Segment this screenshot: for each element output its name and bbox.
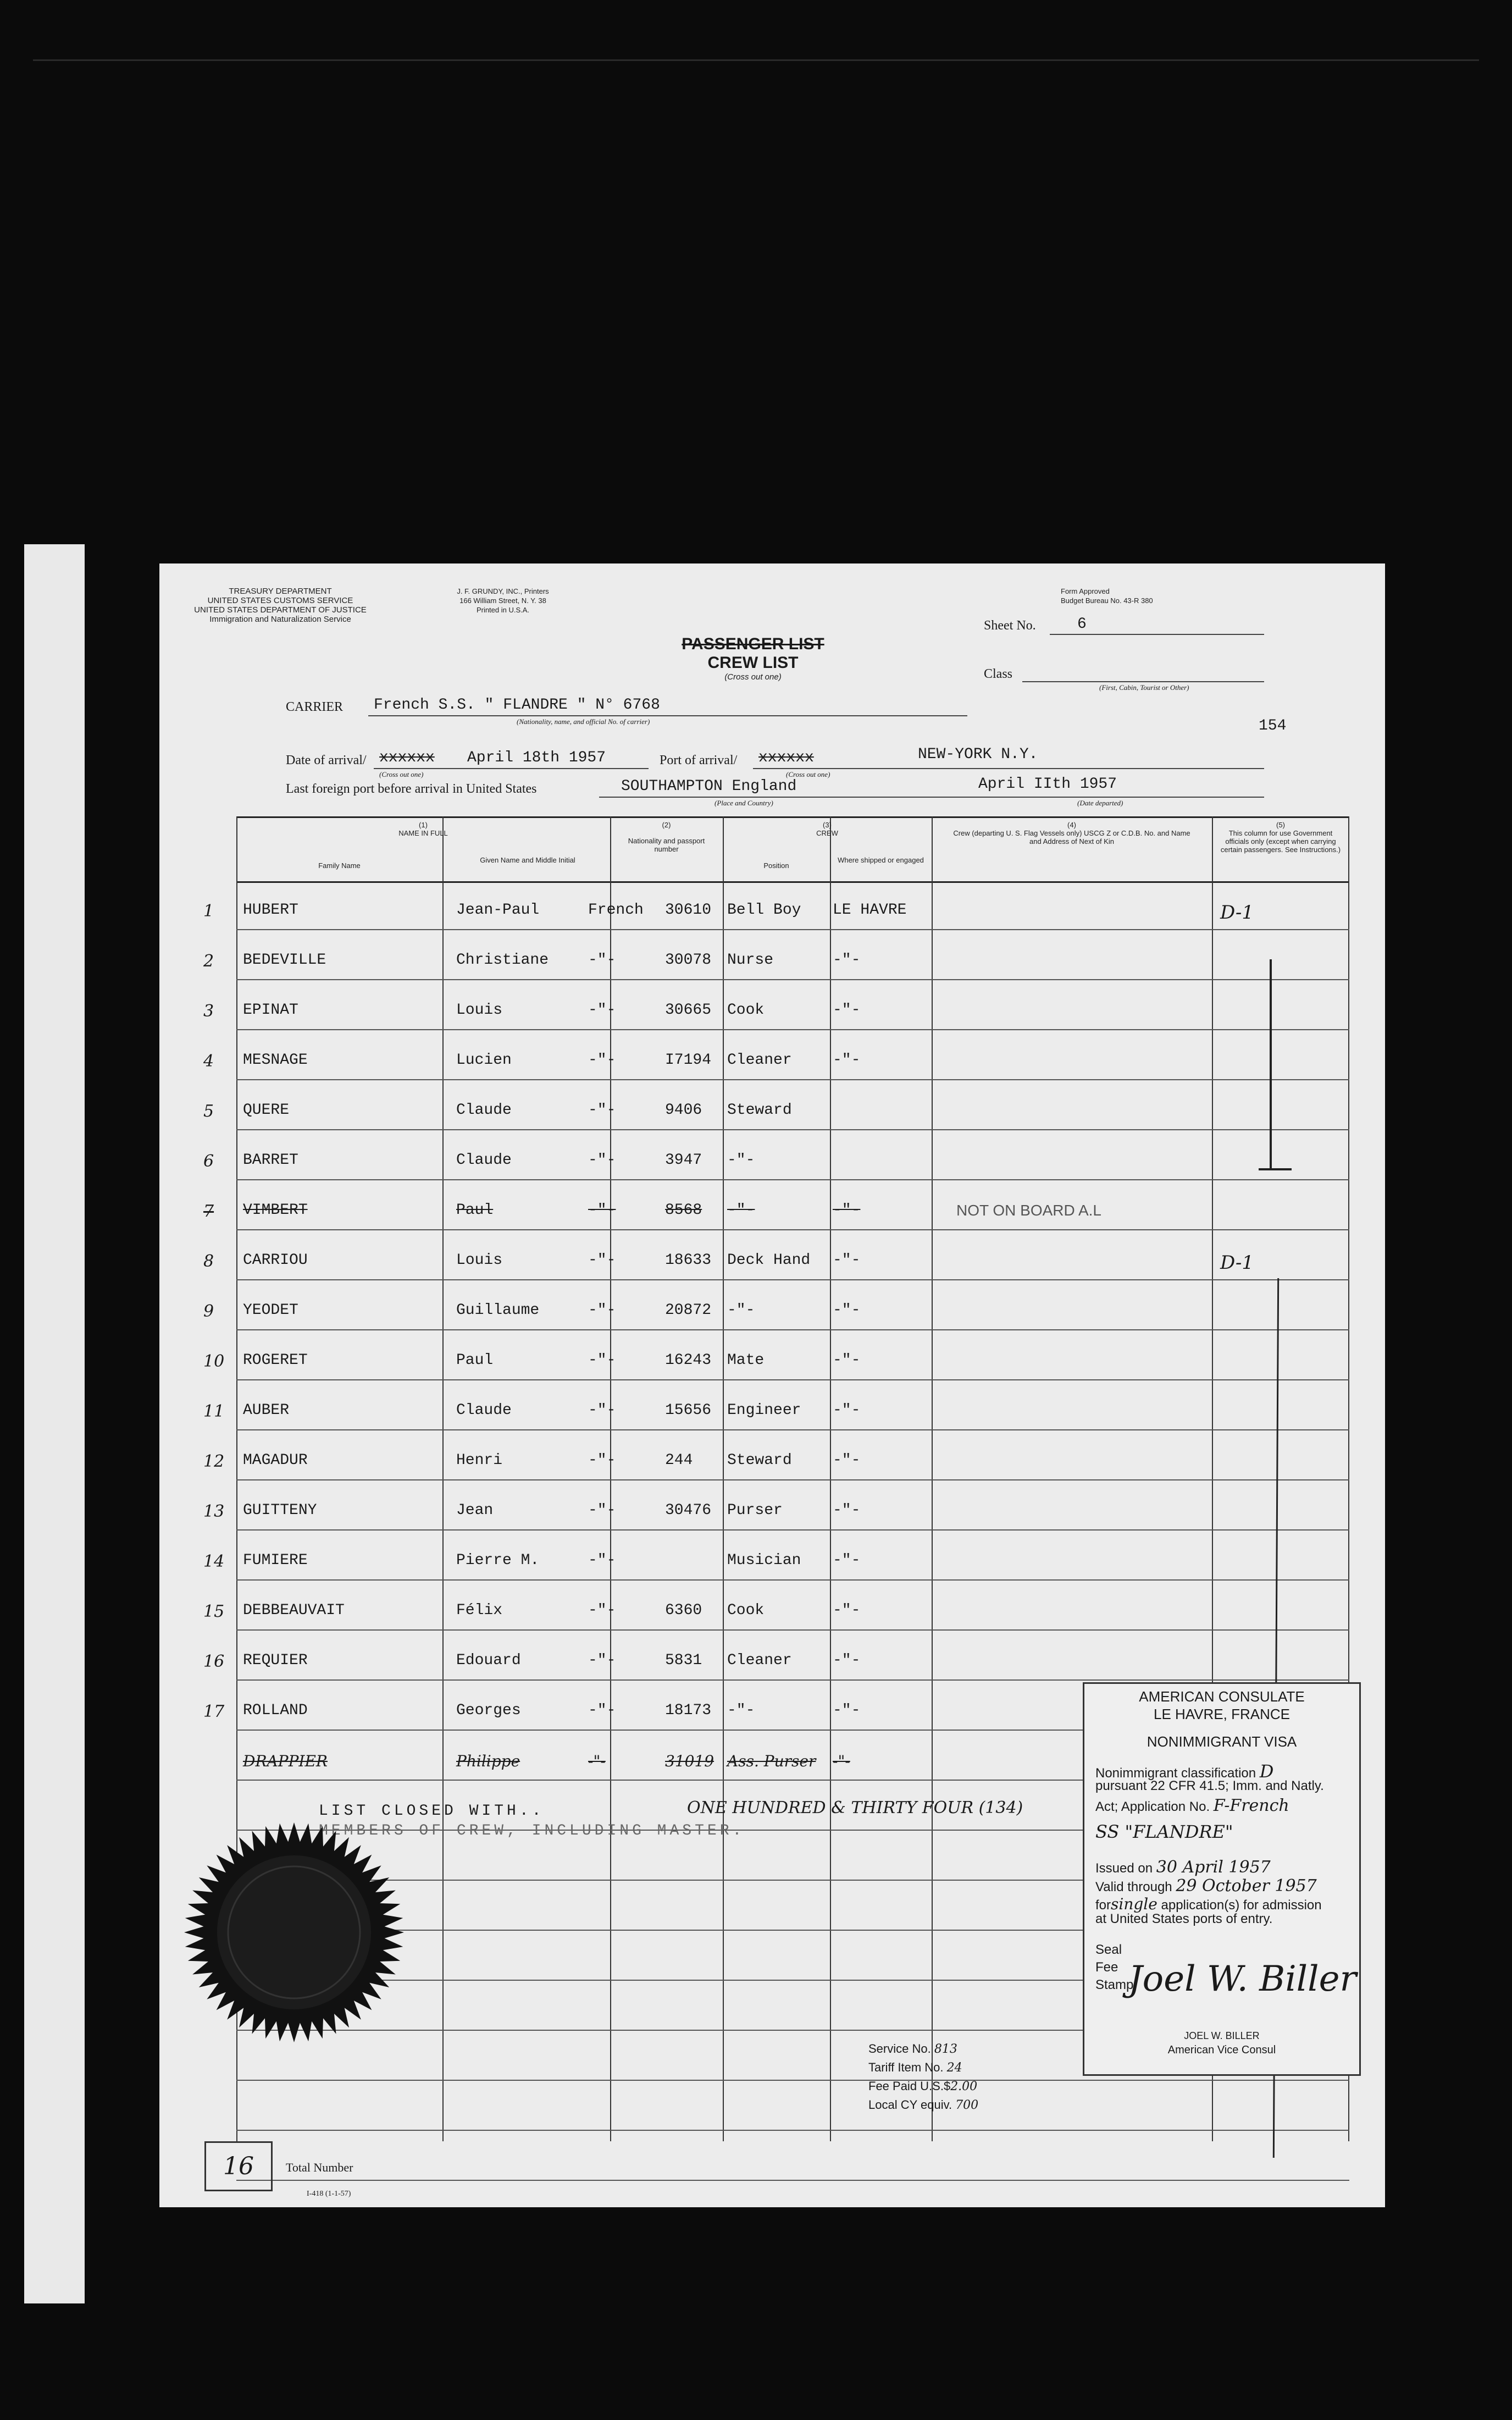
- given-name: Félix: [456, 1602, 503, 1619]
- row-rule: [236, 1179, 1349, 1180]
- position: Steward: [727, 1452, 792, 1469]
- last-port-label: Last foreign port before arrival in United States: [286, 782, 537, 796]
- nationality: -"-: [588, 1602, 616, 1619]
- shipped-at: -"-: [833, 1002, 861, 1019]
- shipped-at: -"-: [833, 1652, 861, 1669]
- crew-list-title: CREW LIST: [707, 654, 799, 672]
- row-rule: [236, 1679, 1349, 1681]
- valid-line: [1095, 1876, 1359, 1896]
- closing-handwritten-count: ONE HUNDRED & THIRTY FOUR (134): [687, 1798, 1023, 1817]
- position: Ass. Purser: [727, 1752, 816, 1770]
- given-name-header: Given Name and Middle Initial: [480, 856, 575, 864]
- family-name: YEODET: [243, 1302, 298, 1319]
- row-number: 12: [203, 1452, 225, 1471]
- dept-line: Immigration and Naturalization Service: [209, 615, 351, 624]
- passport-number: 30078: [665, 952, 712, 969]
- nationality-header: Nationality and passport number: [628, 837, 705, 853]
- given-name: Paul: [456, 1202, 494, 1219]
- nationality: -"-: [588, 1302, 616, 1319]
- shipped-at: -"-: [833, 1352, 861, 1369]
- seal-label: Seal: [1095, 1942, 1122, 1957]
- date-of-arrival-label: Date of arrival/: [286, 753, 367, 767]
- city-line: LE HAVRE, FRANCE: [1153, 1706, 1290, 1722]
- family-name: BARRET: [243, 1152, 298, 1169]
- consul-signature: Joel W. Biller: [1128, 1959, 1357, 1999]
- pursuant-line: pursuant 22 CFR 41.5; Imm. and Natly.: [1095, 1778, 1324, 1793]
- date-underline: [374, 768, 649, 769]
- table-header-rule: [236, 881, 1349, 883]
- service-value: 813: [934, 2042, 957, 2056]
- given-name: Jean: [456, 1502, 494, 1519]
- family-name: MESNAGE: [243, 1052, 308, 1069]
- sheet-underline: [1050, 634, 1264, 635]
- family-name: CARRIOU: [243, 1252, 308, 1269]
- row-rule: [236, 1379, 1349, 1380]
- passport-number: 30476: [665, 1502, 712, 1519]
- row-rule: [236, 2130, 1349, 2131]
- fee-value: 2.00: [950, 2080, 978, 2093]
- family-name: REQUIER: [243, 1652, 308, 1669]
- last-port-caption: (Place and Country): [715, 799, 773, 807]
- ports-line: at United States ports of entry.: [1095, 1911, 1273, 1926]
- position: -"-: [727, 1152, 755, 1169]
- class-caption: (First, Cabin, Tourist or Other): [1099, 683, 1189, 692]
- col-divider: [830, 816, 831, 2141]
- row-number: 10: [203, 1352, 225, 1371]
- class-label: Class: [984, 667, 1013, 681]
- application-line: [1095, 1796, 1359, 1815]
- carrier-caption: (Nationality, name, and official No. of carrier): [517, 717, 650, 726]
- issued-value: 30 April 1957: [1156, 1858, 1271, 1877]
- position: -"-: [727, 1702, 755, 1719]
- shipped-at: -"-: [833, 1502, 861, 1519]
- row-number: 2: [203, 952, 214, 971]
- family-name: ROLLAND: [243, 1702, 308, 1719]
- given-name: Jean-Paul: [456, 902, 540, 919]
- row-rule: [236, 2180, 1349, 2181]
- local-label: Local CY equiv.: [868, 2098, 952, 2112]
- shipped-at: -"-: [833, 1252, 861, 1269]
- shipped-at: -"-: [833, 1302, 861, 1319]
- position: Nurse: [727, 952, 774, 969]
- family-name: DEBBEAUVAIT: [243, 1602, 345, 1619]
- row-number: 9: [203, 1302, 214, 1321]
- col1-header: [236, 821, 610, 837]
- row-rule: [236, 929, 1349, 930]
- row-number: 16: [203, 1652, 225, 1671]
- given-name: Lucien: [456, 1052, 512, 1069]
- col2-number: (2): [662, 821, 671, 829]
- service-line: [868, 2040, 1088, 2058]
- position: Engineer: [727, 1402, 801, 1419]
- passport-number: 6360: [665, 1602, 702, 1619]
- for-label: for: [1095, 1898, 1111, 1913]
- application-value: F-French: [1213, 1796, 1289, 1815]
- d1-bracket-foot: [1259, 1168, 1292, 1170]
- col4-title: Crew (departing U. S. Flag Vessels only) USCG Z or C.D.B. No. and Name and Address of Next of Kin: [953, 829, 1190, 846]
- row-rule: [236, 1079, 1349, 1080]
- application-count-text: application(s) for admission: [1161, 1898, 1322, 1913]
- film-edge-line: [33, 59, 1479, 61]
- col5-header: [1217, 821, 1344, 854]
- family-name-header: Family Name: [318, 861, 361, 870]
- col3-header: [723, 821, 932, 837]
- date-departed-caption: (Date departed): [1077, 799, 1123, 807]
- shipped-at: -"-: [833, 1602, 861, 1619]
- row-rule: [236, 2080, 1349, 2081]
- row-number: 1: [203, 902, 214, 921]
- carrier-underline: [368, 715, 967, 716]
- row-number: 4: [203, 1052, 214, 1071]
- row-number: 15: [203, 1602, 225, 1621]
- col5-number: (5): [1276, 821, 1285, 829]
- col-divider: [932, 816, 933, 2141]
- position: Deck Hand: [727, 1252, 811, 1269]
- nationality: -"-: [588, 1502, 616, 1519]
- valid-value: 29 October 1957: [1176, 1876, 1317, 1896]
- visa-type-line: NONIMMIGRANT VISA: [1147, 1733, 1297, 1750]
- form-approval: [1061, 587, 1226, 605]
- closing-typed-line1: LIST CLOSED WITH..: [319, 1803, 545, 1820]
- total-number-box: [204, 2141, 273, 2191]
- remarks: D-1: [1220, 902, 1254, 924]
- position: Cook: [727, 1602, 765, 1619]
- col4-number: (4): [1067, 821, 1076, 829]
- row-rule: [236, 1029, 1349, 1030]
- family-name: FUMIERE: [243, 1552, 308, 1569]
- row-rule: [236, 1579, 1349, 1581]
- fee-line: [868, 2077, 1088, 2096]
- total-number-label: Total Number: [286, 2161, 353, 2174]
- passport-number: 20872: [665, 1302, 712, 1319]
- port-of-arrival-value: NEW-YORK N.Y.: [918, 746, 1038, 763]
- budget-bureau-line: Budget Bureau No. 43-R 380: [1061, 596, 1153, 605]
- row-rule: [236, 1629, 1349, 1631]
- shipped-at: LE HAVRE: [833, 902, 907, 919]
- passport-number: I7194: [665, 1052, 712, 1069]
- local-value: 700: [955, 2098, 979, 2112]
- given-name: Henri: [456, 1452, 503, 1469]
- nationality: -"-: [588, 1002, 616, 1019]
- row-rule: [236, 1129, 1349, 1130]
- given-name: Claude: [456, 1102, 512, 1119]
- for-value: single: [1111, 1895, 1157, 1913]
- position: -"-: [727, 1302, 755, 1319]
- crew-list-document: [159, 563, 1385, 2207]
- closing-typed-line2: MEMBERS OF CREW, INCLUDING MASTER.: [319, 1822, 745, 1839]
- passport-number: 18173: [665, 1702, 712, 1719]
- family-name: BEDEVILLE: [243, 952, 326, 969]
- family-name: HUBERT: [243, 902, 298, 919]
- nationality: -"-: [588, 1452, 616, 1469]
- nonimmigrant-visa-stamp: [1083, 1682, 1361, 2076]
- given-name: Paul: [456, 1352, 494, 1369]
- form-code: I-418 (1-1-57): [307, 2190, 351, 2198]
- classification-value: D: [1259, 1761, 1274, 1782]
- page-number: 154: [1259, 717, 1287, 734]
- shipped-at: -"-: [833, 1402, 861, 1419]
- list-title: [676, 635, 830, 682]
- dept-line: TREASURY DEPARTMENT: [229, 587, 332, 596]
- row-number: 7: [203, 1202, 214, 1221]
- row-number: 8: [203, 1252, 214, 1271]
- passenger-list-struck: PASSENGER LIST: [682, 635, 824, 653]
- sheet-label: Sheet No.: [984, 618, 1036, 633]
- shipped-at: -"-: [833, 1702, 861, 1719]
- col-divider: [442, 816, 444, 2141]
- passport-number: 30610: [665, 902, 712, 919]
- given-name: Claude: [456, 1402, 512, 1419]
- given-name: Guillaume: [456, 1302, 540, 1319]
- shipped-at: -"-: [833, 1752, 850, 1770]
- row-number: 6: [203, 1152, 214, 1171]
- class-underline: [1022, 681, 1264, 682]
- given-name: Claude: [456, 1152, 512, 1169]
- passport-number: 16243: [665, 1352, 712, 1369]
- for-line: [1095, 1895, 1359, 1913]
- where-shipped-header: Where shipped or engaged: [838, 856, 924, 864]
- position: Musician: [727, 1552, 801, 1569]
- tariff-value: 24: [946, 2061, 962, 2075]
- sheet-number: 6: [1077, 616, 1087, 633]
- family-name: GUITTENY: [243, 1502, 317, 1519]
- given-name: Louis: [456, 1002, 503, 1019]
- service-label: Service No.: [868, 2042, 931, 2056]
- carrier-value: French S.S. " FLANDRE " N° 6768: [374, 697, 660, 714]
- passport-number: 5831: [665, 1652, 702, 1669]
- remarks: D-1: [1220, 1252, 1254, 1274]
- position: Mate: [727, 1352, 765, 1369]
- crew-header: CREW: [816, 829, 838, 837]
- nationality: -"-: [588, 1352, 616, 1369]
- nationality: -"-: [588, 1702, 616, 1719]
- row-rule: [236, 1529, 1349, 1531]
- row-rule: [236, 1279, 1349, 1280]
- printer-line: 166 William Street, N. Y. 38: [459, 596, 546, 605]
- d1-bracket: [1270, 959, 1272, 1168]
- tariff-label: Tariff Item No.: [868, 2060, 944, 2074]
- position-header: Position: [763, 861, 789, 870]
- given-name: Christiane: [456, 952, 549, 969]
- valid-label: Valid through: [1095, 1880, 1172, 1894]
- classification-label: Nonimmigrant classification: [1095, 1766, 1256, 1781]
- position: Cook: [727, 1002, 765, 1019]
- family-name: DRAPPIER: [243, 1752, 328, 1770]
- issued-label: Issued on: [1095, 1861, 1153, 1876]
- passport-number: 18633: [665, 1252, 712, 1269]
- seal-center: [217, 1855, 371, 2009]
- nationality: -"-: [588, 1252, 616, 1269]
- last-port-value: SOUTHAMPTON England: [621, 778, 797, 795]
- position: Bell Boy: [727, 902, 801, 919]
- fee-label: Fee Paid U.S.$: [868, 2079, 951, 2093]
- nationality: -"-: [588, 1402, 616, 1419]
- officer-name: JOEL W. BILLER: [1184, 2030, 1260, 2041]
- date-caption: (Cross out one): [379, 770, 424, 778]
- application-label: Act; Application No.: [1095, 1799, 1210, 1814]
- issued-line: [1095, 1858, 1359, 1877]
- row-rule: [236, 1229, 1349, 1230]
- row-number: 3: [203, 1002, 214, 1021]
- total-number-value: 16: [223, 2152, 254, 2180]
- col5-title: This column for use Government officials only (except when carrying certain passengers. See Instructions.): [1220, 829, 1341, 854]
- remarks: NOT ON BOARD A.L: [956, 1202, 1101, 1219]
- row-number: 11: [203, 1402, 225, 1421]
- family-name: MAGADUR: [243, 1452, 308, 1469]
- family-name: AUBER: [243, 1402, 290, 1419]
- shipped-at: -"-: [833, 1202, 861, 1219]
- port-caption: (Cross out one): [786, 770, 830, 778]
- port-of-arrival-label: Port of arrival/: [660, 753, 738, 767]
- passport-number: 9406: [665, 1102, 702, 1119]
- position: Steward: [727, 1102, 792, 1119]
- position: -"-: [727, 1202, 755, 1219]
- form-approved-line: Form Approved: [1061, 587, 1110, 595]
- dept-line: UNITED STATES DEPARTMENT OF JUSTICE: [194, 605, 367, 615]
- nationality: -"-: [588, 1752, 606, 1770]
- date-departed-value: April IIth 1957: [978, 776, 1117, 793]
- row-rule: [236, 1429, 1349, 1430]
- col4-header: [951, 821, 1193, 846]
- passport-number: 31019: [665, 1752, 715, 1770]
- nationality: -"-: [588, 1102, 616, 1119]
- row-number: 13: [203, 1502, 225, 1521]
- passport-number: 244: [665, 1452, 693, 1469]
- row-number: 17: [203, 1702, 225, 1721]
- title-caption: (Cross out one): [724, 672, 782, 682]
- printer-line: J. F. GRUNDY, INC., Printers: [457, 587, 549, 595]
- date-struck: xxxxxx: [379, 749, 435, 766]
- col2-header: [616, 821, 717, 853]
- shipped-at: -"-: [833, 1452, 861, 1469]
- fee-label-stamp: Fee: [1095, 1960, 1118, 1975]
- nationality: -"-: [588, 1152, 616, 1169]
- printer-line: Printed in U.S.A.: [476, 606, 530, 614]
- fees-block: [868, 2040, 1088, 2114]
- col1-title: NAME IN FULL: [398, 829, 448, 837]
- passport-number: 3947: [665, 1152, 702, 1169]
- tariff-line: [868, 2058, 1088, 2077]
- shipped-at: -"-: [833, 1052, 861, 1069]
- row-rule: [236, 979, 1349, 980]
- row-rule: [236, 1479, 1349, 1480]
- last-port-underline: [599, 797, 1264, 798]
- col-divider: [723, 816, 724, 2141]
- given-name: Edouard: [456, 1652, 521, 1669]
- carrier-label: CARRIER: [286, 700, 344, 714]
- given-name: Georges: [456, 1702, 521, 1719]
- local-line: [868, 2096, 1088, 2114]
- table-top-rule: [236, 816, 1349, 818]
- port-struck: xxxxxx: [758, 749, 814, 766]
- family-name: QUERE: [243, 1102, 290, 1119]
- shipped-at: -"-: [833, 952, 861, 969]
- given-name: Louis: [456, 1252, 503, 1269]
- family-name: VIMBERT: [243, 1202, 308, 1219]
- row-number: 14: [203, 1552, 225, 1571]
- officer-title: American Vice Consul: [1167, 2044, 1276, 2056]
- row-number: 5: [203, 1102, 214, 1121]
- port-underline: [753, 768, 1264, 769]
- nationality: -"-: [588, 1552, 616, 1569]
- nationality: -"-: [588, 1052, 616, 1069]
- nationality: French: [588, 902, 644, 919]
- stamp-label: Stamp: [1095, 1977, 1134, 1992]
- given-name: Philippe: [456, 1752, 520, 1770]
- family-name: ROGERET: [243, 1352, 308, 1369]
- department-header: [181, 587, 379, 624]
- dept-line: UNITED STATES CUSTOMS SERVICE: [207, 596, 353, 605]
- adjacent-frame-strip: [24, 544, 85, 2303]
- position: Purser: [727, 1502, 783, 1519]
- col1-number: (1): [419, 821, 428, 829]
- passport-number: 30665: [665, 1002, 712, 1019]
- family-name: EPINAT: [243, 1002, 298, 1019]
- position: Cleaner: [727, 1652, 792, 1669]
- col3-number: (3): [823, 821, 832, 829]
- passport-number: 15656: [665, 1402, 712, 1419]
- vessel-name: SS "FLANDRE": [1095, 1821, 1233, 1842]
- passport-number: 8568: [665, 1202, 702, 1219]
- printer-info: [434, 587, 572, 615]
- nationality: -"-: [588, 1652, 616, 1669]
- nationality: -"-: [588, 952, 616, 969]
- row-rule: [236, 1329, 1349, 1330]
- date-of-arrival-value: April 18th 1957: [467, 749, 606, 766]
- consulate-line: AMERICAN CONSULATE: [1139, 1688, 1305, 1705]
- given-name: Pierre M.: [456, 1552, 540, 1569]
- position: Cleaner: [727, 1052, 792, 1069]
- shipped-at: -"-: [833, 1552, 861, 1569]
- nationality: -"-: [588, 1202, 616, 1219]
- embossed-seal: [181, 1820, 407, 2045]
